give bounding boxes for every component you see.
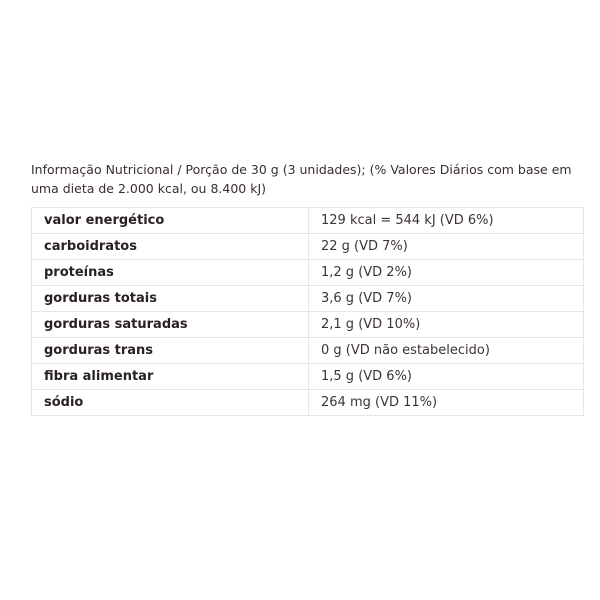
table-row [32, 338, 584, 364]
nutrient-label: gorduras trans [32, 338, 309, 364]
nutrient-value: 0 g (VD não estabelecido) [309, 338, 584, 364]
table-row [32, 208, 584, 234]
nutrient-value: 22 g (VD 7%) [309, 234, 584, 260]
nutrient-value: 1,2 g (VD 2%) [309, 260, 584, 286]
table-row [32, 260, 584, 286]
nutrient-label: fibra alimentar [32, 364, 309, 390]
nutrient-label: gorduras saturadas [32, 312, 309, 338]
table-row [32, 286, 584, 312]
nutrient-label: valor energético [32, 208, 309, 234]
table-row [32, 234, 584, 260]
nutrient-value: 129 kcal = 544 kJ (VD 6%) [309, 208, 584, 234]
table-row [32, 364, 584, 390]
nutrient-label: carboidratos [32, 234, 309, 260]
nutrient-label: gorduras totais [32, 286, 309, 312]
table-row [32, 390, 584, 416]
table-caption: Informação Nutricional / Porção de 30 g (3 unidades); (% Valores Diários com base em uma dieta de 2.000 kcal, ou 8.400 kJ) [31, 162, 572, 196]
nutrition-table [31, 207, 584, 416]
nutrient-label: proteínas [32, 260, 309, 286]
table-row [32, 312, 584, 338]
nutrient-value: 264 mg (VD 11%) [309, 390, 584, 416]
nutrient-value: 1,5 g (VD 6%) [309, 364, 584, 390]
nutrient-value: 2,1 g (VD 10%) [309, 312, 584, 338]
nutrient-value: 3,6 g (VD 7%) [309, 286, 584, 312]
nutrient-label: sódio [32, 390, 309, 416]
